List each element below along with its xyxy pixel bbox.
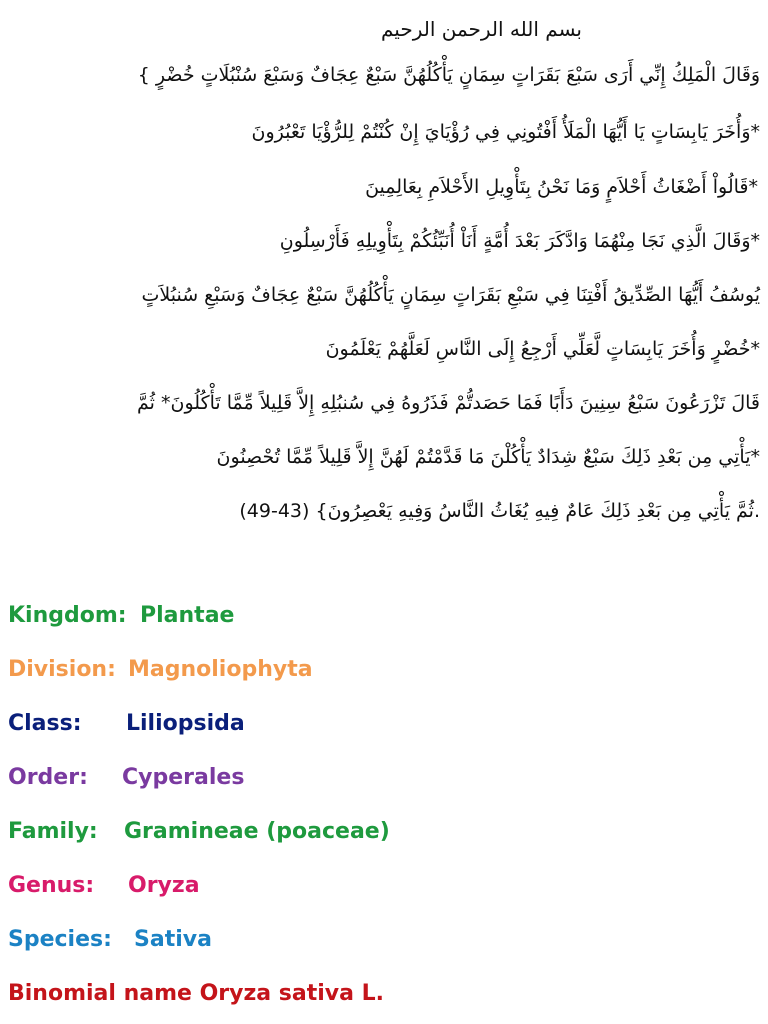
order-value: Cyperales — [122, 765, 245, 790]
verse-line-2: *وَأُخَرَ يَابِسَاتٍ يَا أَيُّهَا الْمَلَأُ أَفْتُونِي فِي رُؤْيَايَ إِنْ كُنْتُمْ لِلرُّؤْيَا تَعْبُرُونَ — [251, 121, 760, 143]
verse-line-1: وَقَالَ الْمَلِكُ إِنِّي أَرَى سَبْعَ بَقَرَاتٍ سِمَانٍ يَأْكُلُهُنَّ سَبْعٌ عِجَافٌ وَسَبْعَ سُنْبُلَاتٍ خُضْرٍ } — [137, 64, 760, 86]
verse-line-6: *خُضْرٍ وَأُخَرَ يَابِسَاتٍ لَّعَلِّي أَرْجِعُ إِلَى النَّاسِ لَعَلَّهُمْ يَعْلَمُونَ — [325, 338, 760, 360]
genus-label: Genus: — [8, 873, 95, 898]
taxonomy-row-family — [8, 814, 390, 850]
order-label: Order: — [8, 765, 88, 790]
taxonomy-row-division — [8, 652, 313, 688]
class-value: Liliopsida — [126, 711, 245, 736]
verse-line-4: *وَقَالَ الَّذِي نَجَا مِنْهُمَا وَادَّكَرَ بَعْدَ أُمَّةٍ أَنَاْ أُنَبِّئُكُمْ بِتَأْوِيلِهِ فَأَرْسِلُونِ — [279, 230, 760, 252]
verse-line-3: *قَالُواْ أَضْغَاثُ أَحْلاَمٍ وَمَا نَحْنُ بِتَأْوِيلِ الأَحْلاَمِ بِعَالِمِينَ — [365, 176, 758, 198]
taxonomy-row-class — [8, 706, 245, 742]
family-label: Family: — [8, 819, 98, 844]
kingdom-label: Kingdom: — [8, 603, 127, 628]
kingdom-value: Plantae — [140, 603, 235, 628]
taxonomy-row-binomial — [8, 976, 384, 1012]
genus-value: Oryza — [128, 873, 200, 898]
verse-line-8: *يَأْتِي مِن بَعْدِ ذَلِكَ سَبْعٌ شِدَادٌ يَأْكُلْنَ مَا قَدَّمْتُمْ لَهُنَّ إِلاَّ قَلِيلاً مِّمَّا تُحْصِنُونَ — [216, 446, 760, 468]
binomial-name: Binomial name Oryza sativa L. — [8, 981, 385, 1006]
species-label: Species: — [8, 927, 112, 952]
basmala-heading: بسم الله الرحمن الرحيم — [380, 17, 582, 41]
division-label: Division: — [8, 657, 116, 682]
taxonomy-row-kingdom — [8, 598, 234, 634]
taxonomy-row-order — [8, 760, 244, 796]
class-label: Class: — [8, 711, 82, 736]
species-value: Sativa — [134, 927, 212, 952]
family-value: Gramineae (poaceae) — [124, 819, 390, 844]
taxonomy-row-genus — [8, 868, 200, 904]
verse-line-9: .ثُمَّ يَأْتِي مِن بَعْدِ ذَلِكَ عَامٌ فِيهِ يُغَاثُ النَّاسُ وَفِيهِ يَعْصِرُونَ} (43-49) — [239, 500, 760, 522]
verse-line-7: قَالَ تَزْرَعُونَ سَبْعُ سِنِينَ دَأَبًا فَمَا حَصَدتُّمْ فَذَرُوهُ فِي سُنبُلِهِ إِلاَّ قَلِيلاً مِّمَّا تَأْكُلُونَ* ثُمَّ — [137, 392, 760, 414]
verse-line-5: يُوسُفُ أَيُّهَا الصِّدِّيقُ أَفْتِنَا فِي سَبْعِ بَقَرَاتٍ سِمَانٍ يَأْكُلُهُنَّ سَبْعٌ عِجَافٌ وَسَبْعِ سُنبُلاَتٍ — [141, 284, 760, 306]
taxonomy-row-species — [8, 922, 212, 958]
division-value: Magnoliophyta — [128, 657, 313, 682]
